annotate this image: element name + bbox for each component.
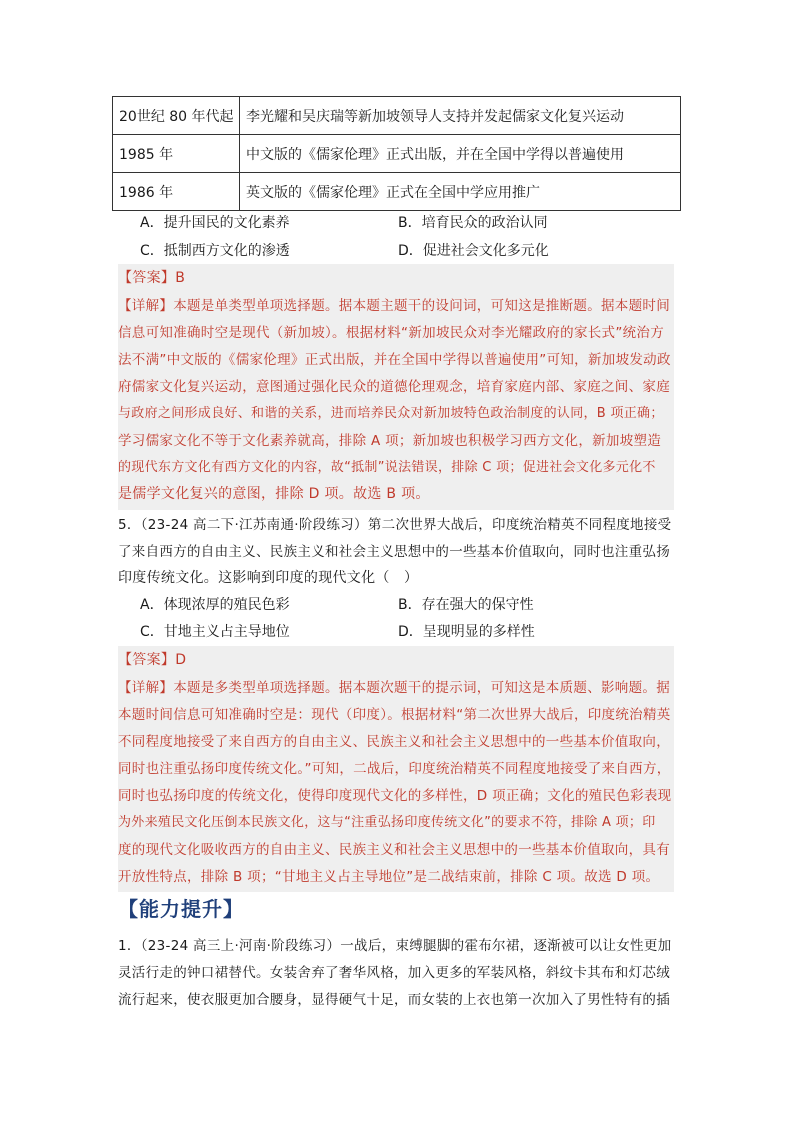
q4-explain-line: 【详解】本题是单类型单项选择题。据本题主题干的设问词，可知这是推断题。据本题时间	[118, 298, 670, 314]
q5-answer: 【答案】D	[118, 652, 187, 668]
q4-option-c: C．抵制西方文化的渗透	[140, 243, 290, 259]
q5-explain-line: 同时也注重弘扬印度传统文化。”可知，二战后，印度统治精英不同程度地接受了来自西方，	[118, 761, 671, 777]
table-row	[113, 135, 681, 173]
q4-explain-line: 的现代东方文化有西方文化的内容，故“抵制”说法错误，排除 C 项；促进社会文化多元化不	[118, 460, 656, 475]
table-cell-period: 1986 年	[113, 173, 240, 211]
q5-explain-line: 开放性特点，排除 B 项；“甘地主义占主导地位”是二战结束前，排除 C 项。故选 D 项。	[118, 869, 660, 885]
q5-explain-line: 为外来殖民文化压倒本民族文化，这与“注重弘扬印度传统文化”的要求不符，排除 A 项；印	[118, 815, 656, 830]
q4-option-d: D．促进社会文化多元化	[398, 243, 549, 259]
q5-stem-line: 了来自西方的自由主义、民族主义和社会主义思想中的一些基本价值取向，同时也注重弘扬	[118, 544, 670, 560]
q4-explain-line: 与政府之间形成良好、和谐的关系，进而培养民众对新加坡特色政治制度的认同，B 项正确；	[118, 406, 664, 421]
q5-explain-line: 同时也弘扬印度的传统文化，使得印度现代文化的多样性，D 项正确；文化的殖民色彩表现	[118, 788, 672, 804]
q4-explain-line: 是儒学文化复兴的意图，排除 D 项。故选 B 项。	[118, 486, 430, 502]
q5-explain-line: 【详解】本题是多类型单项选择题。据本题次题干的提示词，可知这是本质题、影响题。据	[118, 680, 670, 696]
table-cell-event: 李光耀和吴庆瑞等新加坡领导人支持并发起儒家文化复兴运动	[240, 97, 681, 135]
table-row	[113, 97, 681, 135]
q5-explain-line: 度的现代文化吸收西方的自由主义、民族主义和社会主义思想中的一些基本价值取向，具有	[118, 842, 670, 858]
q4-option-a: A．提升国民的文化素养	[140, 215, 290, 231]
table-row	[113, 173, 681, 211]
table-cell-period: 20世纪 80 年代起	[113, 97, 240, 135]
q1-stem-line: 流行起来，使衣服更加合腰身，显得硬气十足，而女装的上衣也第一次加入了男性特有的插	[118, 992, 670, 1008]
q5-stem-line: 印度传统文化。这影响到印度的现代文化（ ）	[118, 570, 419, 586]
q5-explain-line: 不同程度地接受了来自西方的自由主义、民族主义和社会主义思想中的一些基本价值取向，	[118, 734, 670, 750]
q4-explain-line: 府儒家文化复兴运动，意图通过强化民众的道德伦理观念，培育家庭内部、家庭之间、家庭	[118, 379, 670, 395]
table-cell-event: 中文版的《儒家伦理》正式出版，并在全国中学得以普遍使用	[240, 135, 681, 173]
q4-explain-line: 信息可知准确时空是现代（新加坡）。根据材料“新加坡民众对李光耀政府的家长式”统治方	[118, 325, 665, 341]
q5-explain-line: 本题时间信息可知准确时空是：现代（印度）。根据材料“第二次世界大战后，印度统治精英	[118, 707, 671, 723]
q5-stem-line: 5．（23-24 高二下·江苏南通·阶段练习）第二次世界大战后，印度统治精英不同程度地接受	[118, 517, 672, 533]
section-heading: 【能力提升】	[118, 897, 244, 921]
q4-explain-line: 法不满”中文版的《儒家伦理》正式出版，并在全国中学得以普遍使用”可知，新加坡发动政	[118, 352, 671, 368]
q4-option-b: B．培育民众的政治认同	[398, 215, 548, 231]
chronology-table	[112, 96, 681, 211]
q4-answer: 【答案】B	[118, 270, 186, 286]
q5-option-c: C．甘地主义占主导地位	[140, 624, 290, 640]
q5-option-a: A．体现浓厚的殖民色彩	[140, 597, 290, 613]
table-cell-period: 1985 年	[113, 135, 240, 173]
q1-stem-line: 1．（23-24 高三上·河南·阶段练习）一战后，束缚腿脚的霍布尔裙，逐渐被可以让女性更加	[118, 938, 672, 954]
q5-option-d: D．呈现明显的多样性	[398, 624, 535, 640]
q4-explain-line: 学习儒家文化不等于文化素养就高，排除 A 项；新加坡也积极学习西方文化，新加坡塑造	[118, 433, 662, 449]
q1-stem-line: 灵活行走的钟口裙替代。女装舍弃了奢华风格，加入更多的军装风格，斜纹卡其布和灯芯绒	[118, 965, 670, 981]
table-cell-event: 英文版的《儒家伦理》正式在全国中学应用推广	[240, 173, 681, 211]
q5-option-b: B．存在强大的保守性	[398, 597, 534, 613]
